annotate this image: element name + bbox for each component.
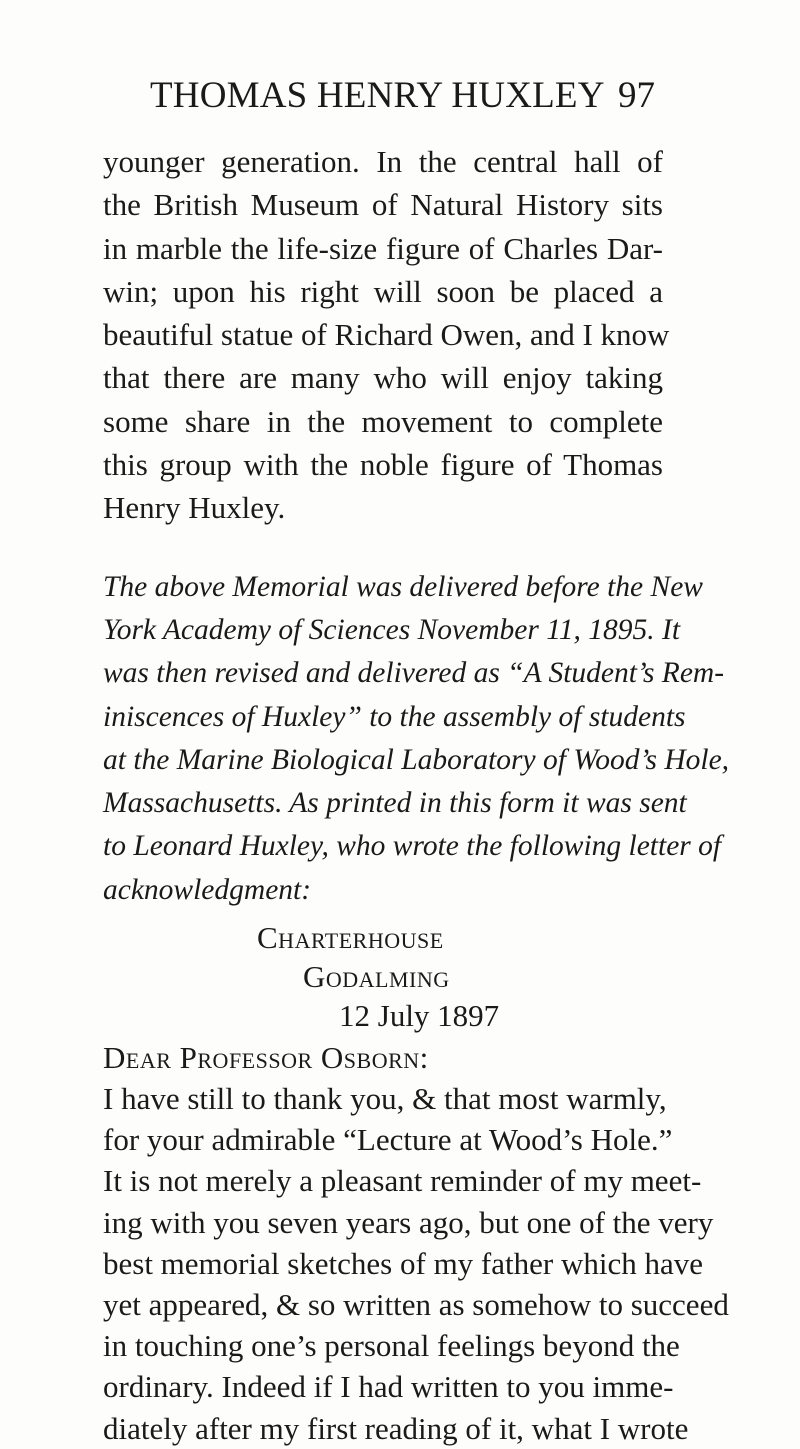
letter-date: 12 July 1897 [339,998,500,1034]
text-line: some share in the movement to complete [103,403,663,439]
letter-address-line: Godalming [303,959,450,995]
main-paragraph [103,140,670,530]
note-line: to Leonard Huxley, who wrote the following letter of [103,830,722,863]
letter-line: It is not merely a pleasant reminder of my meet- [103,1163,702,1199]
letter-line: yet appeared, & so written as somehow to succeed [103,1286,729,1322]
note-line: was then revised and delivered as “A Student’s Rem- [103,657,725,690]
letter-salutation: Dear Professor Osborn: [103,1040,429,1076]
note-line: acknowledgment: [103,873,312,906]
text-line: this group with the noble figure of Thomas [103,447,663,483]
letter-line: ordinary. Indeed if I had written to you imme- [103,1369,674,1405]
letter-line: in touching one’s personal feelings beyond the [103,1328,680,1364]
text-line: win; upon his right will soon be placed a [103,273,663,309]
note-line: iniscences of Huxley” to the assembly of students [103,700,686,733]
letter-line: diately after my first reading of it, what I wrote [103,1410,689,1446]
note-line: The above Memorial was delivered before the New [103,570,703,603]
text-line: that there are many who will enjoy taking [103,360,663,396]
text-line: beautiful statue of Richard Owen, and I know [103,317,670,353]
running-title: THOMAS HENRY HUXLEY [150,75,605,116]
note-line: York Academy of Sciences November 11, 1895. It [103,613,681,646]
page-number: 97 [618,75,655,116]
letter [103,918,729,1449]
page-body [103,140,730,1449]
text-line: younger generation. In the central hall of [103,144,663,179]
letter-line: for your admirable “Lecture at Wood’s Hole.” [103,1122,673,1158]
letter-line: ing with you seven years ago, but one of the very [103,1204,714,1240]
note-line: at the Marine Biological Laboratory of Wood’s Hole, [103,743,730,776]
letter-address-line: Charterhouse [257,920,444,956]
letter-line: I have still to thank you, & that most warmly, [103,1081,667,1117]
note-line: Massachusetts. As printed in this form it was sent [103,787,687,820]
editorial-note [103,566,730,912]
page-header [150,74,655,124]
text-line: Henry Huxley. [103,490,286,526]
letter-line: best memorial sketches of my father which have [103,1245,703,1281]
text-line: in marble the life-size figure of Charles Dar- [103,230,663,266]
text-line: the British Museum of Natural History sits [103,187,663,223]
